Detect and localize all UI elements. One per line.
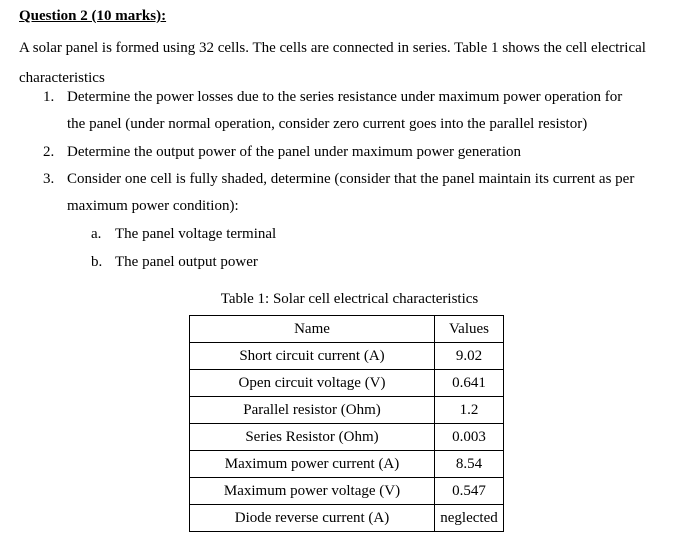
row-name: Maximum power voltage (V) <box>190 478 435 505</box>
question-heading: Question 2 (10 marks): <box>19 8 167 24</box>
table-caption: Table 1: Solar cell electrical characteristics <box>220 291 479 307</box>
row-name: Parallel resistor (Ohm) <box>190 397 435 424</box>
sub-item-a-text: The panel voltage terminal <box>115 226 277 242</box>
row-name: Series Resistor (Ohm) <box>190 424 435 451</box>
list-item-2-number: 2. <box>43 144 55 160</box>
list-item-3-number: 3. <box>43 171 55 187</box>
header-values: Values <box>435 316 504 343</box>
sub-item-a-letter: a. <box>91 226 102 242</box>
table-row <box>190 370 504 397</box>
table-row <box>190 397 504 424</box>
table-header-row <box>190 316 504 343</box>
row-value: 8.54 <box>435 451 504 478</box>
table-row <box>190 505 504 532</box>
table-row <box>190 424 504 451</box>
row-name: Open circuit voltage (V) <box>190 370 435 397</box>
list-item-1-line-2: the panel (under normal operation, consider zero current goes into the parallel resistor) <box>67 116 588 132</box>
row-name: Short circuit current (A) <box>190 343 435 370</box>
intro-paragraph: A solar panel is formed using 32 cells. The cells are connected in series. Table 1 shows the cell electrical characteristics <box>19 40 646 86</box>
table-row <box>190 478 504 505</box>
cell-characteristics-table <box>189 315 504 532</box>
row-value: 9.02 <box>435 343 504 370</box>
table-row <box>190 451 504 478</box>
row-value: 0.003 <box>435 424 504 451</box>
list-item-3-line-1: Consider one cell is fully shaded, determine (consider that the panel maintain its current as per <box>67 171 635 187</box>
row-name: Diode reverse current (A) <box>190 505 435 532</box>
row-value: 0.641 <box>435 370 504 397</box>
row-value: 1.2 <box>435 397 504 424</box>
table-row <box>190 343 504 370</box>
row-value: neglected <box>435 505 504 532</box>
list-item-3-line-2: maximum power condition): <box>67 198 239 214</box>
header-name: Name <box>190 316 435 343</box>
list-item-1-number: 1. <box>43 89 55 105</box>
list-item-2-line-1: Determine the output power of the panel under maximum power generation <box>67 144 522 160</box>
row-name: Maximum power current (A) <box>190 451 435 478</box>
sub-item-b-letter: b. <box>91 254 103 270</box>
list-item-1-line-1: Determine the power losses due to the series resistance under maximum power operation for <box>67 89 623 105</box>
row-value: 0.547 <box>435 478 504 505</box>
sub-item-b-text: The panel output power <box>115 254 258 270</box>
